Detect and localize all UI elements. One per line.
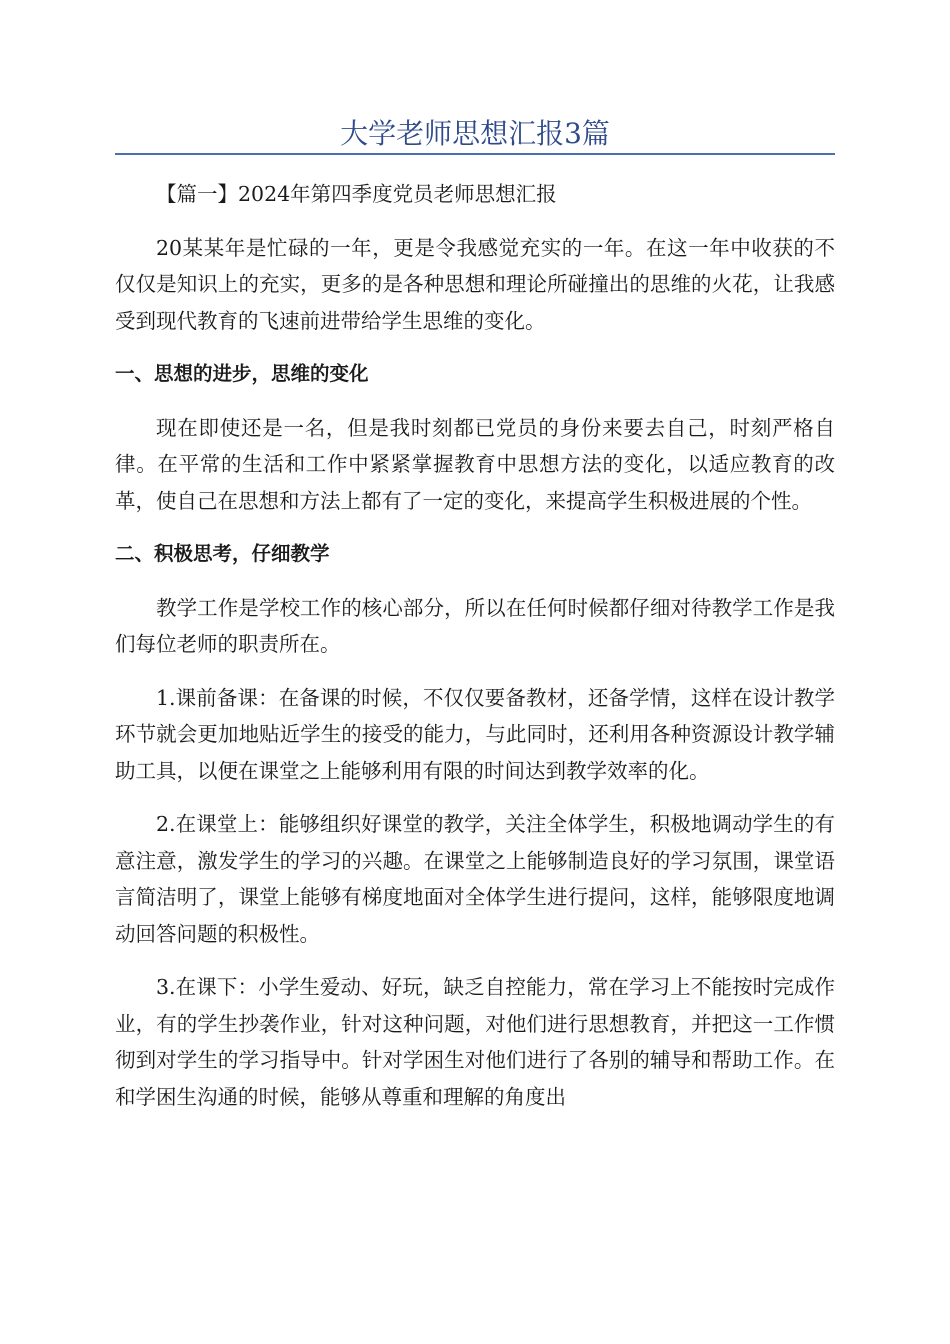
document-title: 大学老师思想汇报3篇 — [340, 117, 610, 150]
heading-2: 二、积极思考，仔细教学 — [115, 542, 330, 565]
paragraph-1: 现在即使还是一名，但是我时刻都已党员的身份来要去自己，时刻严格自律。在平常的生活和工作中紧紧掌握教育中思想方法的变化，以适应教育的改革，使自己在思想和方法上都有了一定的变化，来提高学生积极进展的个性。 — [115, 415, 835, 513]
section-subtitle: 【篇一】2024年第四季度党员老师思想汇报 — [156, 182, 557, 206]
paragraph-2: 教学工作是学校工作的核心部分，所以在任何时候都仔细对待教学工作是我们每位老师的职责所在。 — [115, 595, 835, 656]
title-underline — [115, 153, 835, 155]
document-body — [115, 176, 835, 1132]
paragraph-4: 2.在课堂上：能够组织好课堂的教学，关注全体学生，积极地调动学生的有意注意，激发学生的学习的兴趣。在课堂之上能够制造良好的学习氛围，课堂语言简洁明了，课堂上能够有梯度地面对全体学生进行提问，这样，能够限度地调动回答问题的积极性。 — [115, 812, 835, 946]
paragraph-5: 3.在课下：小学生爱动、好玩，缺乏自控能力，常在学习上不能按时完成作业，有的学生抄袭作业，针对这种问题，对他们进行思想教育，并把这一工作惯彻到对学生的学习指导中。针对学困生对他们进行了各别的辅导和帮助工作。在和学困生沟通的时候，能够从尊重和理解的角度出 — [115, 975, 835, 1109]
paragraph-3: 1.课前备课：在备课的时候，不仅仅要备教材，还备学情，这样在设计教学环节就会更加地贴近学生的接受的能力，与此同时，还利用各种资源设计教学辅助工具，以便在课堂之上能够利用有限的时间达到教学效率的化。 — [115, 685, 835, 783]
intro-paragraph: 20某某年是忙碌的一年，更是令我感觉充实的一年。在这一年中收获的不仅仅是知识上的充实，更多的是各种思想和理论所碰撞出的思维的火花，让我感受到现代教育的飞速前进带给学生思维的变化。 — [115, 235, 835, 333]
heading-1: 一、思想的进步，思维的变化 — [115, 362, 369, 385]
